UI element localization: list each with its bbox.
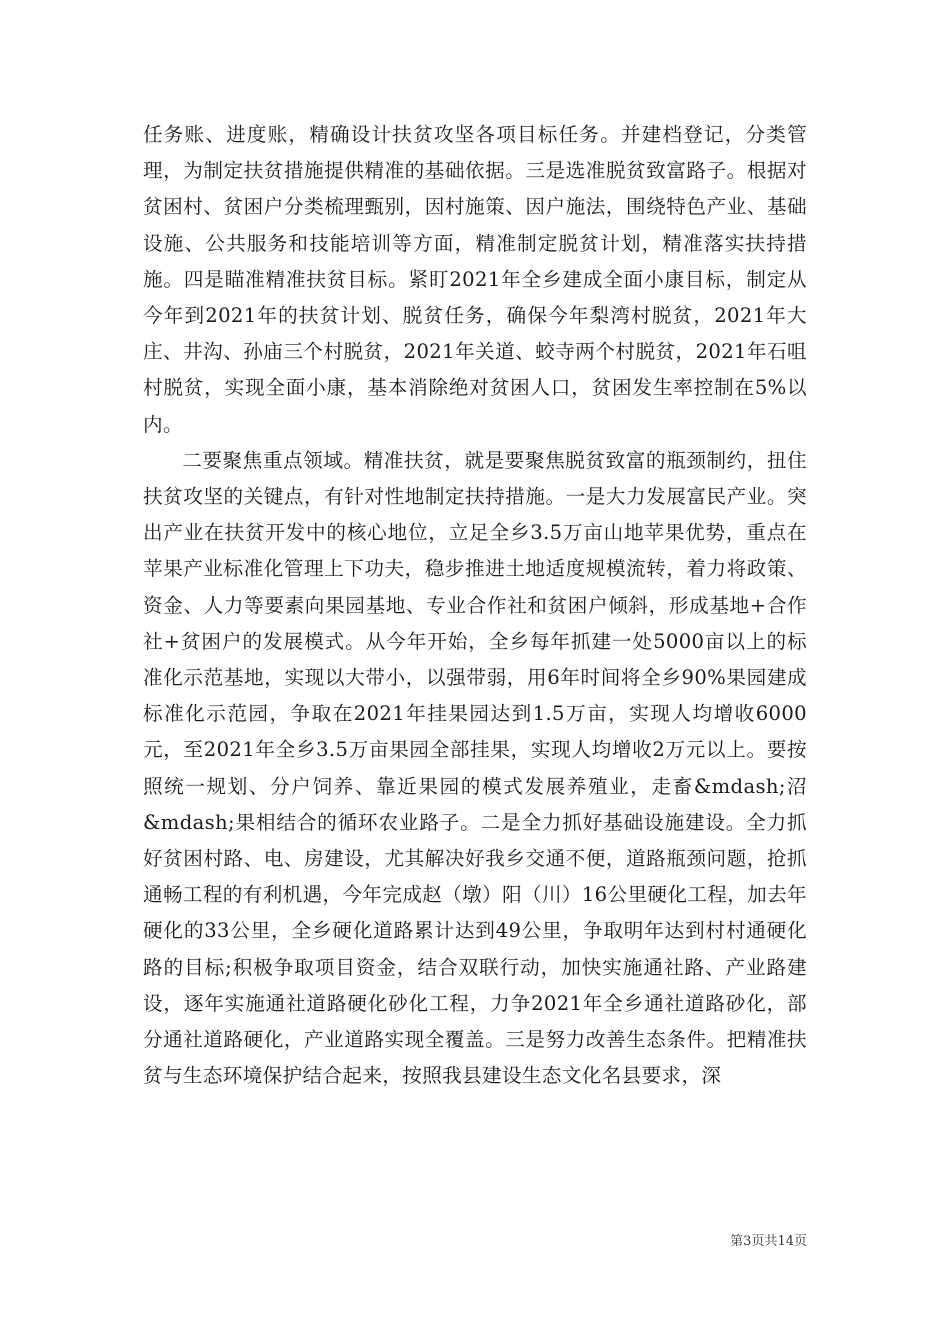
paragraph-1: 任务账、进度账，精确设计扶贫攻坚各项目标任务。并建档登记，分类管理，为制定扶贫措施提供精准的基础依据。三是选准脱贫致富路子。根据对贫困村、贫困户分类梳理甄别，因村施策、因户施法，围绕特色产业、基础设施、公共服务和技能培训等方面，精准制定脱贫计划，精准落实扶持措施。四是瞄准精准扶贫目标。紧盯2021年全乡建成全面小康目标，制定从今年到2021年的扶贫计划、脱贫任务，确保今年梨湾村脱贫，2021年大庄、井沟、孙庙三个村脱贫，2021年关道、蛟寺两个村脱贫，2021年石咀村脱贫，实现全面小康，基本消除绝对贫困人口，贫困发生率控制在5%以内。	[143, 123, 807, 436]
paragraph-2: 二要聚焦重点领域。精准扶贫，就是要聚焦脱贫致富的瓶颈制约，扭住扶贫攻坚的关键点，有针对性地制定扶持措施。一是大力发展富民产业。突出产业在扶贫开发中的核心地位，立足全乡3.5万亩山地苹果优势，重点在苹果产业标准化管理上下功夫，稳步推进土地适度规模流转，着力将政策、资金、人力等要素向果园基地、专业合作社和贫困户倾斜，形成基地+合作社+贫困户的发展模式。从今年开始，全乡每年抓建一处5000亩以上的标准化示范基地，实现以大带小，以强带弱，用6年时间将全乡90%果园建成标准化示范园，争取在2021年挂果园达到1.5万亩，实现人均增收6000元，至2021年全乡3.5万亩果园全部挂果，实现人均增收2万元以上。要按照统一规划、分户饲养、靠近果园的模式发展养殖业，走畜&mdash;沼&mdash;果相结合的循环农业路子。二是全力抓好基础设施建设。全力抓好贫困村路、电、房建设，尤其解决好我乡交通不便，道路瓶颈问题，抢抓通畅工程的有利机遇，今年完成赵（墩）阳（川）16公里硬化工程，加去年硬化的33公里，全乡硬化道路累计达到49公里，争取明年达到村村通硬化路的目标;积极争取项目资金，结合双联行动，加快实施通社路、产业路建设，逐年实施通社道路硬化砂化工程，力争2021年全乡通社道路砂化，部分通社道路硬化，产业道路实现全覆盖。三是努力改善生态条件。把精准扶贫与生态环境保护结合起来，按照我县建设生态文化名县要求，深	[143, 448, 807, 1088]
document-body	[143, 117, 807, 1094]
page-number: 第3页共14页	[730, 1234, 807, 1249]
